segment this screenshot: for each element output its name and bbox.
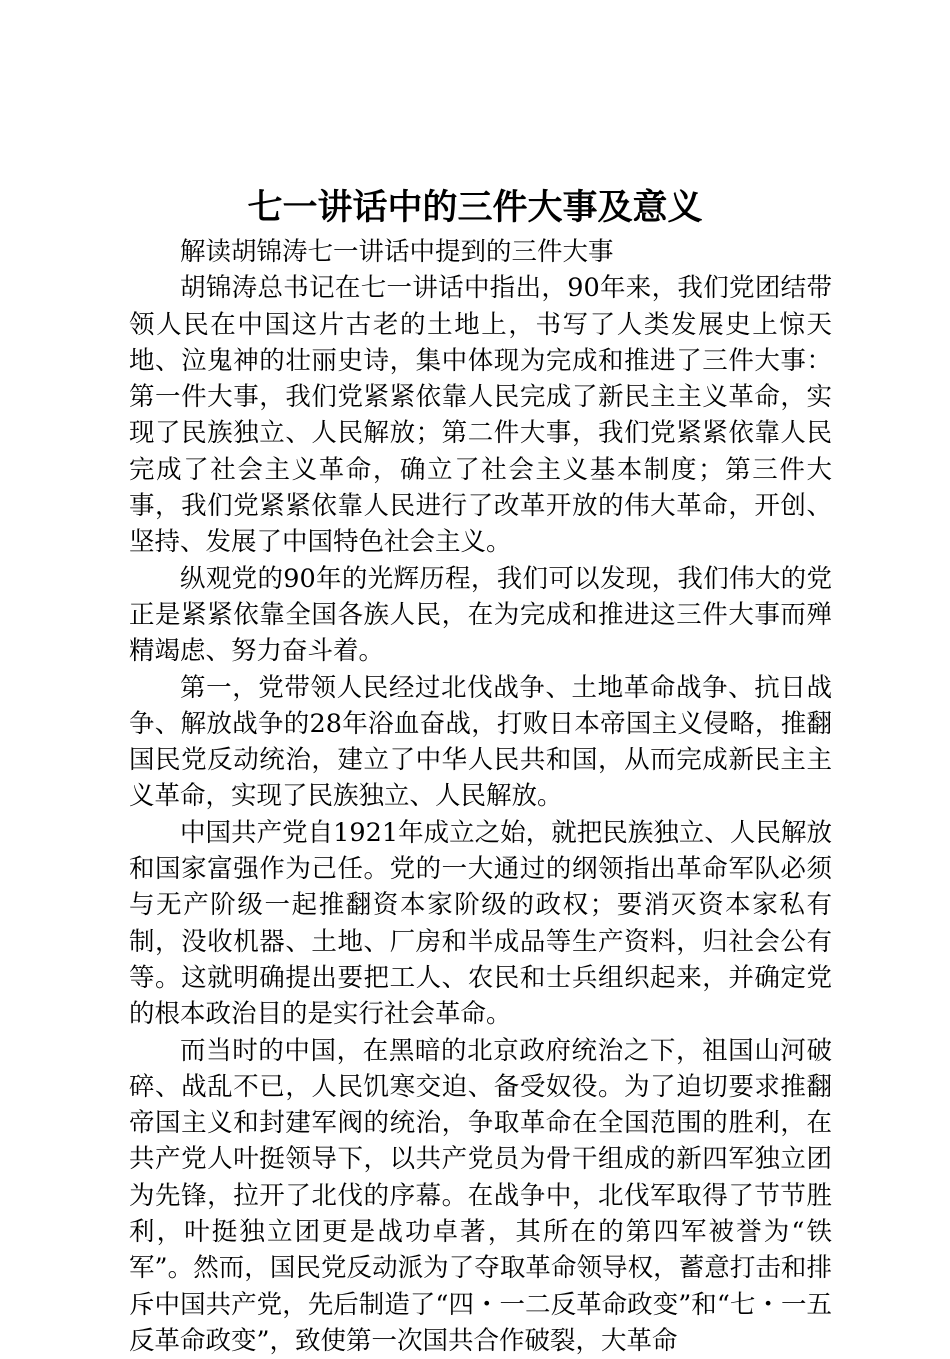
body-paragraph: 胡锦涛总书记在七一讲话中指出，90年来，我们党团结带领人民在中国这片古老的土地上，书写了人类发展史上惊天地、泣鬼神的壮丽史诗，集中体现为完成和推进了三件大事：第一件大事，我们党紧紧依靠人民完成了新民主主义革命，实现了民族独立、人民解放；第二件大事，我们党紧紧依靠人民完成了社会主义革命，确立了社会主义基本制度；第三件大事，我们党紧紧依靠人民进行了改革开放的伟大革命，开创、坚持、发展了中国特色社会主义。 <box>129 273 832 558</box>
body-paragraph: 纵观党的90年的光辉历程，我们可以发现，我们伟大的党正是紧紧依靠全国各族人民，在为完成和推进这三件大事而殚精竭虑、努力奋斗着。 <box>129 563 832 667</box>
body-paragraph: 第一，党带领人民经过北伐战争、土地革命战争、抗日战争、解放战争的28年浴血奋战，打败日本帝国主义侵略，推翻国民党反动统治，建立了中华人民共和国，从而完成新民主主义革命，实现了民族独立、人民解放。 <box>129 672 832 812</box>
document-body <box>129 234 832 1359</box>
document-title: 七一讲话中的三件大事及意义 <box>247 187 703 228</box>
body-paragraph: 而当时的中国，在黑暗的北京政府统治之下，祖国山河破碎、战乱不已，人民饥寒交迫、备受奴役。为了迫切要求推翻帝国主义和封建军阀的统治，争取革命在全国范围的胜利，在共产党人叶挺领导下，以共产党员为骨干组成的新四军独立团为先锋，拉开了北伐的序幕。在战争中，北伐军取得了节节胜利，叶挺独立团更是战功卓著，其所在的第四军被誉为“铁军”。然而，国民党反动派为了夺取革命领导权，蓄意打击和排斥中国共产党，先后制造了“四・一二反革命政变”和“七・一五反革命政变”，致使第一次国共合作破裂，大革命 <box>129 1035 832 1356</box>
subtitle-paragraph: 解读胡锦涛七一讲话中提到的三件大事 <box>180 237 614 267</box>
body-paragraph: 中国共产党自1921年成立之始，就把民族独立、人民解放和国家富强作为己任。党的一大通过的纲领指出革命军队必须与无产阶级一起推翻资本家阶级的政权；要消灭资本家私有制，没收机器、土地、厂房和半成品等生产资料，归社会公有等。这就明确提出要把工人、农民和士兵组织起来，并确定党的根本政治目的是实行社会革命。 <box>129 817 832 1030</box>
